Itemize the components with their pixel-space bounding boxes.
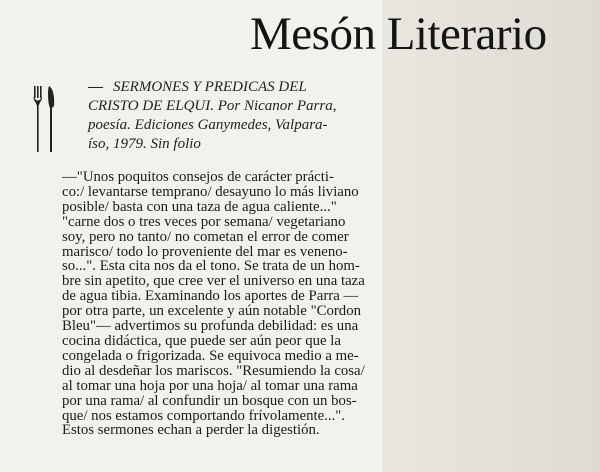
body-line: congelada o frigorizada. Se equivoca medio a me-	[62, 347, 359, 364]
body-line: que/ nos estamos comportando frívolamente...".	[62, 407, 346, 424]
review-body	[62, 170, 382, 438]
body-line: co:/ levantarse temprano/ desayuno lo más liviano	[62, 183, 359, 200]
body-line: Bleu"— advertimos su profunda debilidad: es una	[62, 318, 359, 335]
header-title: SERMONES Y PREDICAS DEL	[113, 79, 307, 95]
fork-knife-icon	[32, 84, 58, 154]
header-line: CRISTO DE ELQUI. Por Nicanor Parra,	[88, 98, 337, 114]
body-line: bre sin apetito, que cree ver el universo en una taza	[62, 273, 365, 290]
body-line: soy, pero no tanto/ no cometan el error de comer	[62, 228, 349, 245]
paper-shading	[382, 0, 600, 472]
body-line: de agua tibia. Examinando los aportes de Parra —	[62, 288, 359, 305]
header-line: íso, 1979. Sin folio	[88, 136, 201, 152]
body-line: Estos sermones echan a perder la digestión.	[62, 422, 320, 439]
body-line: por otra parte, un excelente y aún notable "Cordon	[62, 303, 361, 320]
header-line	[88, 78, 380, 97]
body-line: dio al desdeñar los mariscos. "Resumiendo la cosa/	[62, 362, 365, 379]
book-header	[88, 78, 380, 154]
column-title: Mesón Literario	[250, 8, 547, 60]
body-line: "carne dos o tres veces por semana/ vegetariano	[62, 213, 346, 230]
body-line: por una rama/ al confundir un bosque con un bos-	[62, 392, 357, 409]
body-line: al tomar una hoja por una hoja/ al tomar una rama	[62, 377, 358, 394]
body-line: cocina didáctica, que puede ser aún peor que la	[62, 332, 341, 349]
body-line: so...". Esta cita nos da el tono. Se trata de un hom-	[62, 258, 360, 275]
body-line: marisco/ todo lo proveniente del mar es veneno-	[62, 243, 348, 260]
body-line: posible/ basta con una taza de agua caliente..."	[62, 198, 337, 215]
dash-marker: —	[88, 79, 103, 95]
body-line: —"Unos poquitos consejos de carácter prácti-	[62, 169, 334, 185]
header-line: poesía. Ediciones Ganymedes, Valpara-	[88, 117, 328, 133]
